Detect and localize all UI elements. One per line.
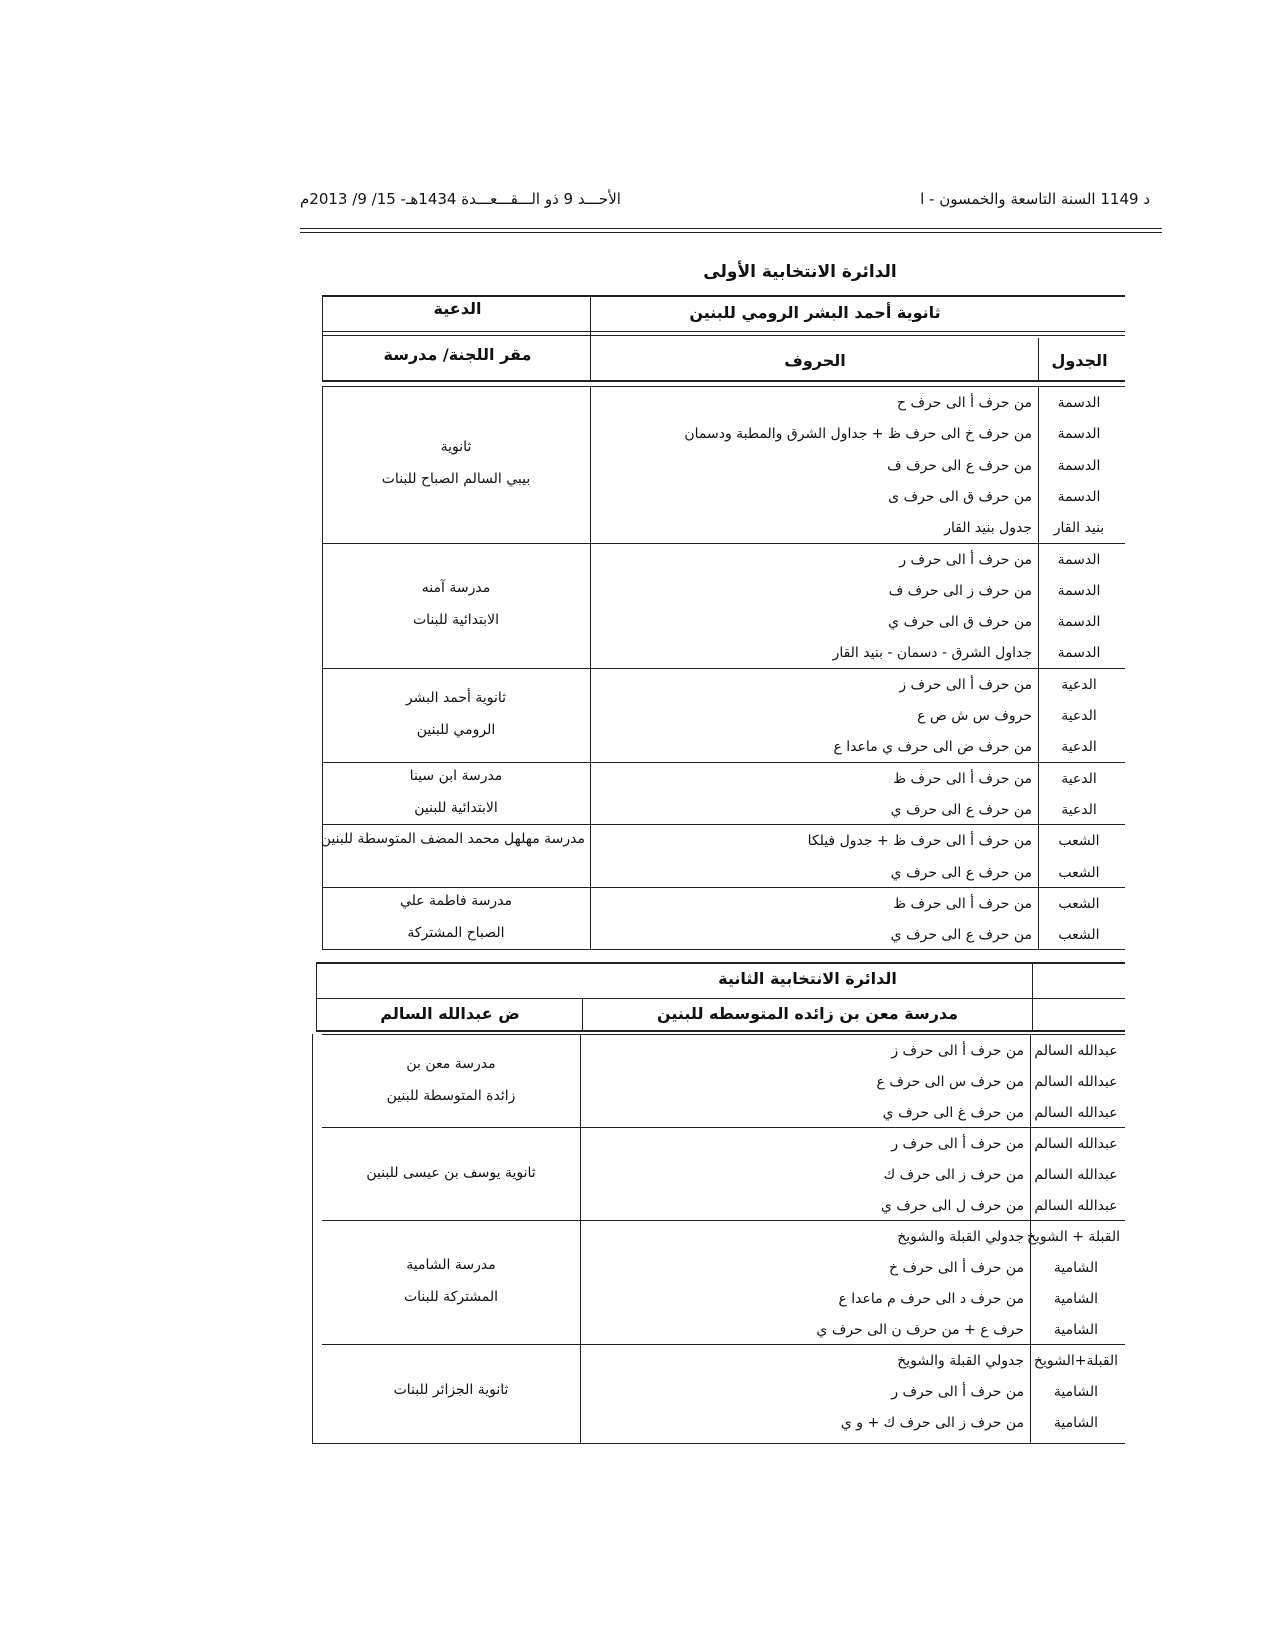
table-divider: [582, 998, 583, 1030]
letters-range: من حرف أ الى حرف ر: [891, 1136, 1024, 1152]
table-divider: [1032, 962, 1033, 1030]
voter-table-name: عبدالله السالم: [1034, 1105, 1118, 1121]
voter-table-name: الشامية: [1053, 1415, 1099, 1431]
table-divider: [590, 295, 591, 380]
headquarters-school-two: مدرسة معن بن زائده المتوسطه للبنين: [656, 1004, 959, 1023]
table-divider: [322, 543, 1125, 544]
committee-school-name: ثانوية: [440, 439, 472, 456]
table-divider: [1038, 338, 1039, 380]
table-divider: [316, 998, 1125, 999]
column-header-letters: الحروف: [784, 351, 846, 370]
voter-table-name: عبدالله السالم: [1034, 1043, 1118, 1059]
voter-table-name: الشامية: [1053, 1322, 1099, 1338]
letters-range: جدولي القبلة والشويخ: [897, 1353, 1024, 1369]
letters-range: من حرف ل الى حرف ي: [880, 1198, 1024, 1214]
committee-school-name: مدرسة معن بن: [406, 1055, 496, 1072]
letters-range: حرف ع + من حرف ن الى حرف ي: [816, 1322, 1024, 1338]
voter-table-name: القبلة+الشويخ: [1033, 1353, 1119, 1369]
district-one-title: الدائرة الانتخابية الأولى: [703, 262, 897, 282]
committee-school-name: ثانوية الجزائر للبنات: [393, 1381, 509, 1398]
voter-table-name: الدسمة: [1057, 614, 1101, 631]
headquarters-school: ثانوية أحمد البشر الرومي للبنين: [689, 303, 941, 322]
voter-table-name: الدسمة: [1057, 426, 1101, 443]
header-rule: [300, 228, 1162, 229]
table-divider: [322, 949, 1125, 950]
letters-range: من حرف س الى حرف ع: [876, 1074, 1024, 1090]
table-divider: [312, 1034, 313, 1443]
voter-table-name: الدسمة: [1057, 488, 1101, 505]
letters-range: من حرف أ الى حرف ح: [897, 395, 1032, 411]
letters-range: من حرف أ الى حرف ر: [899, 551, 1032, 568]
letters-range: من حرف ق الى حرف ي: [888, 614, 1032, 631]
table-divider: [590, 386, 591, 949]
table-divider: [316, 962, 317, 1030]
table-divider: [580, 1034, 581, 1443]
letters-range: من حرف ع الى حرف ف: [887, 457, 1032, 474]
table-divider: [322, 1034, 1125, 1035]
voter-table-name: الدعية: [1061, 770, 1097, 787]
committee-school-name: الابتدائية للبنين: [414, 799, 498, 816]
voter-table-name: الشعب: [1058, 927, 1100, 944]
voter-table-name: الشعب: [1058, 833, 1100, 850]
committee-school-name: مدرسة فاطمة علي: [399, 893, 513, 910]
voter-table-name: الدسمة: [1057, 551, 1101, 568]
letters-range: جدول بنيد القار: [944, 520, 1032, 537]
table-divider: [322, 295, 1125, 297]
voter-table-name: الدسمة: [1057, 582, 1101, 599]
letters-range: من حرف ز الى حرف ف: [888, 582, 1032, 599]
table-divider: [322, 380, 1125, 382]
voter-table-name: الشامية: [1053, 1384, 1099, 1400]
committee-school-name: ثانوية يوسف بن عيسى للبنين: [366, 1164, 536, 1181]
committee-school-name: بيبي السالم الصباح للبنات: [381, 471, 531, 488]
letters-range: من حرف ز الى حرف ك + و ي: [840, 1415, 1024, 1431]
voter-table-name: الدعية: [1061, 739, 1097, 756]
voter-table-name: الدسمة: [1057, 645, 1101, 662]
voter-table-name: عبدالله السالم: [1034, 1198, 1118, 1214]
committee-school-name: المشتركة للبنات: [403, 1289, 499, 1305]
letters-range: من حرف خ الى حرف ظ + جداول الشرق والمطبة ودسمان: [684, 426, 1032, 443]
voter-table-name: عبدالله السالم: [1034, 1074, 1118, 1090]
column-header-table: الجدول: [1051, 351, 1108, 370]
voter-table-name: بنيد القار: [1053, 520, 1105, 537]
letters-range: من حرف أ الى حرف ر: [891, 1384, 1024, 1400]
table-divider: [322, 386, 323, 949]
committee-school-name: الابتدائية للبنات: [412, 612, 500, 629]
committee-school-name: مدرسة مهلهل محمد المضف المتوسطة للبنين: [320, 830, 585, 847]
table-divider: [322, 762, 1125, 763]
letters-range: من حرف ع الى حرف ي: [890, 801, 1032, 818]
letters-range: من حرف ق الى حرف ى: [888, 488, 1032, 505]
letters-range: من حرف أ الى حرف ز: [891, 1043, 1024, 1059]
letters-range: من حرف ع الى حرف ي: [890, 927, 1032, 944]
table-divider: [322, 668, 1125, 669]
committee-school-name: الرومي للبنين: [416, 721, 496, 738]
voter-table-name: الدعية: [1061, 801, 1097, 818]
voter-table-name: عبدالله السالم: [1034, 1136, 1118, 1152]
committee-school-name: الصباح المشتركة: [407, 925, 505, 942]
table-divider: [322, 335, 1125, 336]
voter-table-name: الدسمة: [1057, 457, 1101, 474]
letters-range: من حرف أ الى حرف ظ: [893, 895, 1032, 912]
table-divider: [322, 1344, 1125, 1345]
table-divider: [322, 1127, 1125, 1128]
gazette-date-header: الأحـــد 9 ذو الـــقـــعـــدة 1434هـ- 15/ 9/ 2013م: [300, 190, 621, 208]
committee-school-name: مدرسة ابن سينا: [409, 767, 503, 784]
letters-range: من حرف ز الى حرف ك: [883, 1167, 1024, 1183]
district-two-title: الدائرة الانتخابية الثانية: [718, 969, 897, 988]
table-divider: [312, 1443, 1125, 1444]
table-divider: [316, 962, 1125, 964]
area-name: الدعية: [433, 299, 482, 318]
letters-range: من حرف ع الى حرف ي: [890, 864, 1032, 881]
voter-table-name: الدعية: [1061, 676, 1097, 693]
committee-school-name: مدرسة آمنه: [421, 580, 491, 597]
column-header-school: مقر اللجنة/ مدرسة: [383, 345, 532, 364]
header-rule: [300, 232, 1162, 233]
table-divider: [322, 331, 1125, 332]
letters-range: من حرف غ الى حرف ي: [882, 1105, 1024, 1121]
letters-range: من حرف أ الى حرف ز: [899, 676, 1032, 693]
voter-table-name: الشامية: [1053, 1291, 1099, 1307]
letters-range: حروف س ش ص ع: [917, 708, 1032, 724]
committee-school-name: زائدة المتوسطة للبنين: [386, 1087, 516, 1104]
letters-range: من حرف أ الى حرف خ: [889, 1260, 1024, 1276]
voter-table-name: الدسمة: [1057, 395, 1101, 411]
table-divider: [1030, 1034, 1031, 1443]
table-divider: [322, 824, 1125, 825]
gazette-issue-header: د 1149 السنة التاسعة والخمسون - ا: [920, 190, 1150, 208]
committee-school-name: مدرسة الشامية: [406, 1257, 496, 1273]
voter-table-name: الدعية: [1061, 708, 1097, 724]
letters-range: من حرف أ الى حرف ظ + جدول فيلكا: [807, 833, 1032, 850]
voter-table-name: الشامية: [1053, 1260, 1099, 1276]
table-divider: [1038, 386, 1039, 949]
voter-table-name: القبلة + الشويخ: [1026, 1229, 1120, 1245]
letters-range: من حرف د الى حرف م ماعدا ع: [838, 1291, 1024, 1307]
voter-table-name: الشعب: [1058, 864, 1100, 881]
table-divider: [322, 386, 1125, 387]
area-name-two: ض عبدالله السالم: [380, 1004, 520, 1023]
letters-range: جدولي القبلة والشويخ: [897, 1229, 1024, 1245]
letters-range: جداول الشرق - دسمان - بنيد القار: [832, 645, 1032, 662]
table-divider: [322, 1220, 1125, 1221]
voter-table-name: الشعب: [1058, 895, 1100, 912]
table-divider: [322, 887, 1125, 888]
table-divider: [322, 295, 323, 380]
letters-range: من حرف أ الى حرف ظ: [893, 770, 1032, 787]
voter-table-name: عبدالله السالم: [1034, 1167, 1118, 1183]
committee-school-name: ثانوية أحمد البشر: [405, 689, 507, 706]
letters-range: من حرف ض الى حرف ي ماعدا ع: [833, 739, 1032, 756]
table-divider: [316, 1030, 1125, 1032]
